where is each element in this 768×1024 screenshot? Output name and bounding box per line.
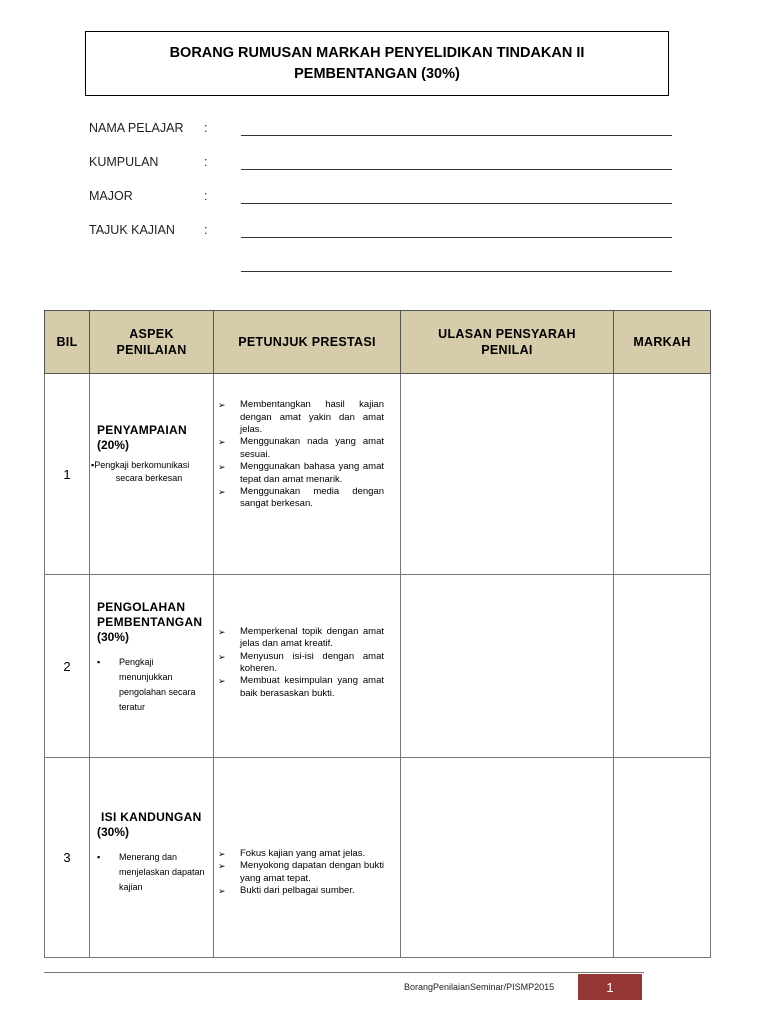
field-label: TAJUK KAJIAN [89,223,175,237]
list-item: ➢ Membentangkan hasil kajian dengan amat yakin dan amat jelas. [218,399,384,435]
criteria-cell [214,374,401,575]
field-label: NAMA PELAJAR [89,121,184,135]
field-colon: : [204,155,208,169]
row-number: 3 [45,758,90,958]
square-bullet-icon: ▪ [97,852,101,862]
aspect-cell [90,758,214,958]
fill-in-line[interactable] [241,169,672,170]
criteria-list [214,626,400,700]
table-row [45,374,711,575]
ulasan-cell[interactable] [401,374,614,575]
criteria-cell [214,575,401,758]
markah-cell[interactable] [614,575,711,758]
header-bil: BIL [45,311,90,374]
aspect-title: PENGOLAHAN PEMBENTANGAN [97,599,203,629]
assessment-table [44,310,711,958]
page-number: 1 [606,979,614,995]
list-item: ➢ Menggunakan bahasa yang amat tepat dan amat menarik. [218,461,384,485]
square-bullet-icon: ▪ [91,460,95,470]
list-item: ➢ Menyusun isi-isi dengan amat koheren. [218,650,384,674]
field-colon: : [204,189,208,203]
fill-in-line-extra[interactable] [241,271,672,272]
field-label: KUMPULAN [89,155,159,169]
markah-cell[interactable] [614,758,711,958]
square-bullet-icon: ▪ [97,656,101,667]
form-title-line-1: BORANG RUMUSAN MARKAH PENYELIDIKAN TINDAKAN II [169,44,585,61]
aspect-title: PENYAMPAIAN [97,423,187,437]
aspect-percent: (20%) [97,438,130,452]
arrow-bullet-icon: ➢ [218,437,226,448]
criteria-list [214,399,400,511]
arrow-bullet-icon: ➢ [218,400,226,411]
field-colon: : [204,121,208,135]
table-header-row [45,311,711,374]
arrow-bullet-icon: ➢ [218,676,226,687]
header-markah: MARKAH [614,311,711,374]
arrow-bullet-icon: ➢ [218,651,226,662]
aspect-cell [90,374,214,575]
field-label: MAJOR [89,189,133,203]
arrow-bullet-icon: ➢ [218,848,226,859]
field-kumpulan [89,155,673,175]
list-item: ➢ Menyokong dapatan dengan bukti yang amat tepat. [218,860,384,884]
aspect-note: ▪ Pengkaji menunjukkan pengolahan secara teratur [97,655,207,715]
list-item: ➢ Menggunakan nada yang amat sesuai. [218,436,384,460]
arrow-bullet-icon: ➢ [218,885,226,896]
criteria-list [214,848,400,898]
arrow-bullet-icon: ➢ [218,487,226,498]
arrow-bullet-icon: ➢ [218,462,226,473]
aspect-cell [90,575,214,758]
aspect-percent: (30%) [97,629,130,644]
list-item: ➢ Fokus kajian yang amat jelas. [218,847,366,859]
fill-in-line[interactable] [241,135,672,136]
fill-in-line[interactable] [241,237,672,238]
row-number: 1 [45,374,90,575]
footer-divider [44,972,644,973]
row-number: 2 [45,575,90,758]
list-item: ➢ Menggunakan media dengan sangat berkesan. [218,486,384,510]
list-item: ➢ Membuat kesimpulan yang amat baik berasaskan bukti. [218,675,384,699]
field-nama-pelajar [89,121,673,141]
list-item: ➢ Bukti dari pelbagai sumber. [218,884,355,896]
table-row [45,758,711,958]
aspect-percent: (30%) [97,825,130,839]
aspect-note: ▪Pengkaji berkomunikasi secara berkesan [91,460,190,483]
table-row [45,575,711,758]
field-major [89,189,673,209]
page-number-badge [578,974,642,1000]
aspect-note: ▪ Menerang dan menjelaskan dapatan kajian [97,850,207,895]
arrow-bullet-icon: ➢ [218,626,226,637]
footer-doc-code: BorangPenilaianSeminar/PISMP2015 [404,982,555,992]
field-colon: : [204,223,208,237]
ulasan-cell[interactable] [401,575,614,758]
field-tajuk-kajian [89,223,673,243]
list-item: ➢ Memperkenal topik dengan amat jelas dan amat kreatif. [218,625,384,650]
header-aspek-penilaian: ASPEK PENILAIAN [90,311,214,374]
arrow-bullet-icon: ➢ [218,861,226,872]
form-title [85,31,669,96]
markah-cell[interactable] [614,374,711,575]
ulasan-cell[interactable] [401,758,614,958]
header-ulasan-pensyarah: ULASAN PENSYARAH PENILAI [401,311,614,374]
header-petunjuk-prestasi: PETUNJUK PRESTASI [214,311,401,374]
criteria-cell [214,758,401,958]
form-title-line-2: PEMBENTANGAN (30%) [294,65,460,82]
fill-in-line[interactable] [241,203,672,204]
aspect-title: ISI KANDUNGAN [101,810,202,824]
